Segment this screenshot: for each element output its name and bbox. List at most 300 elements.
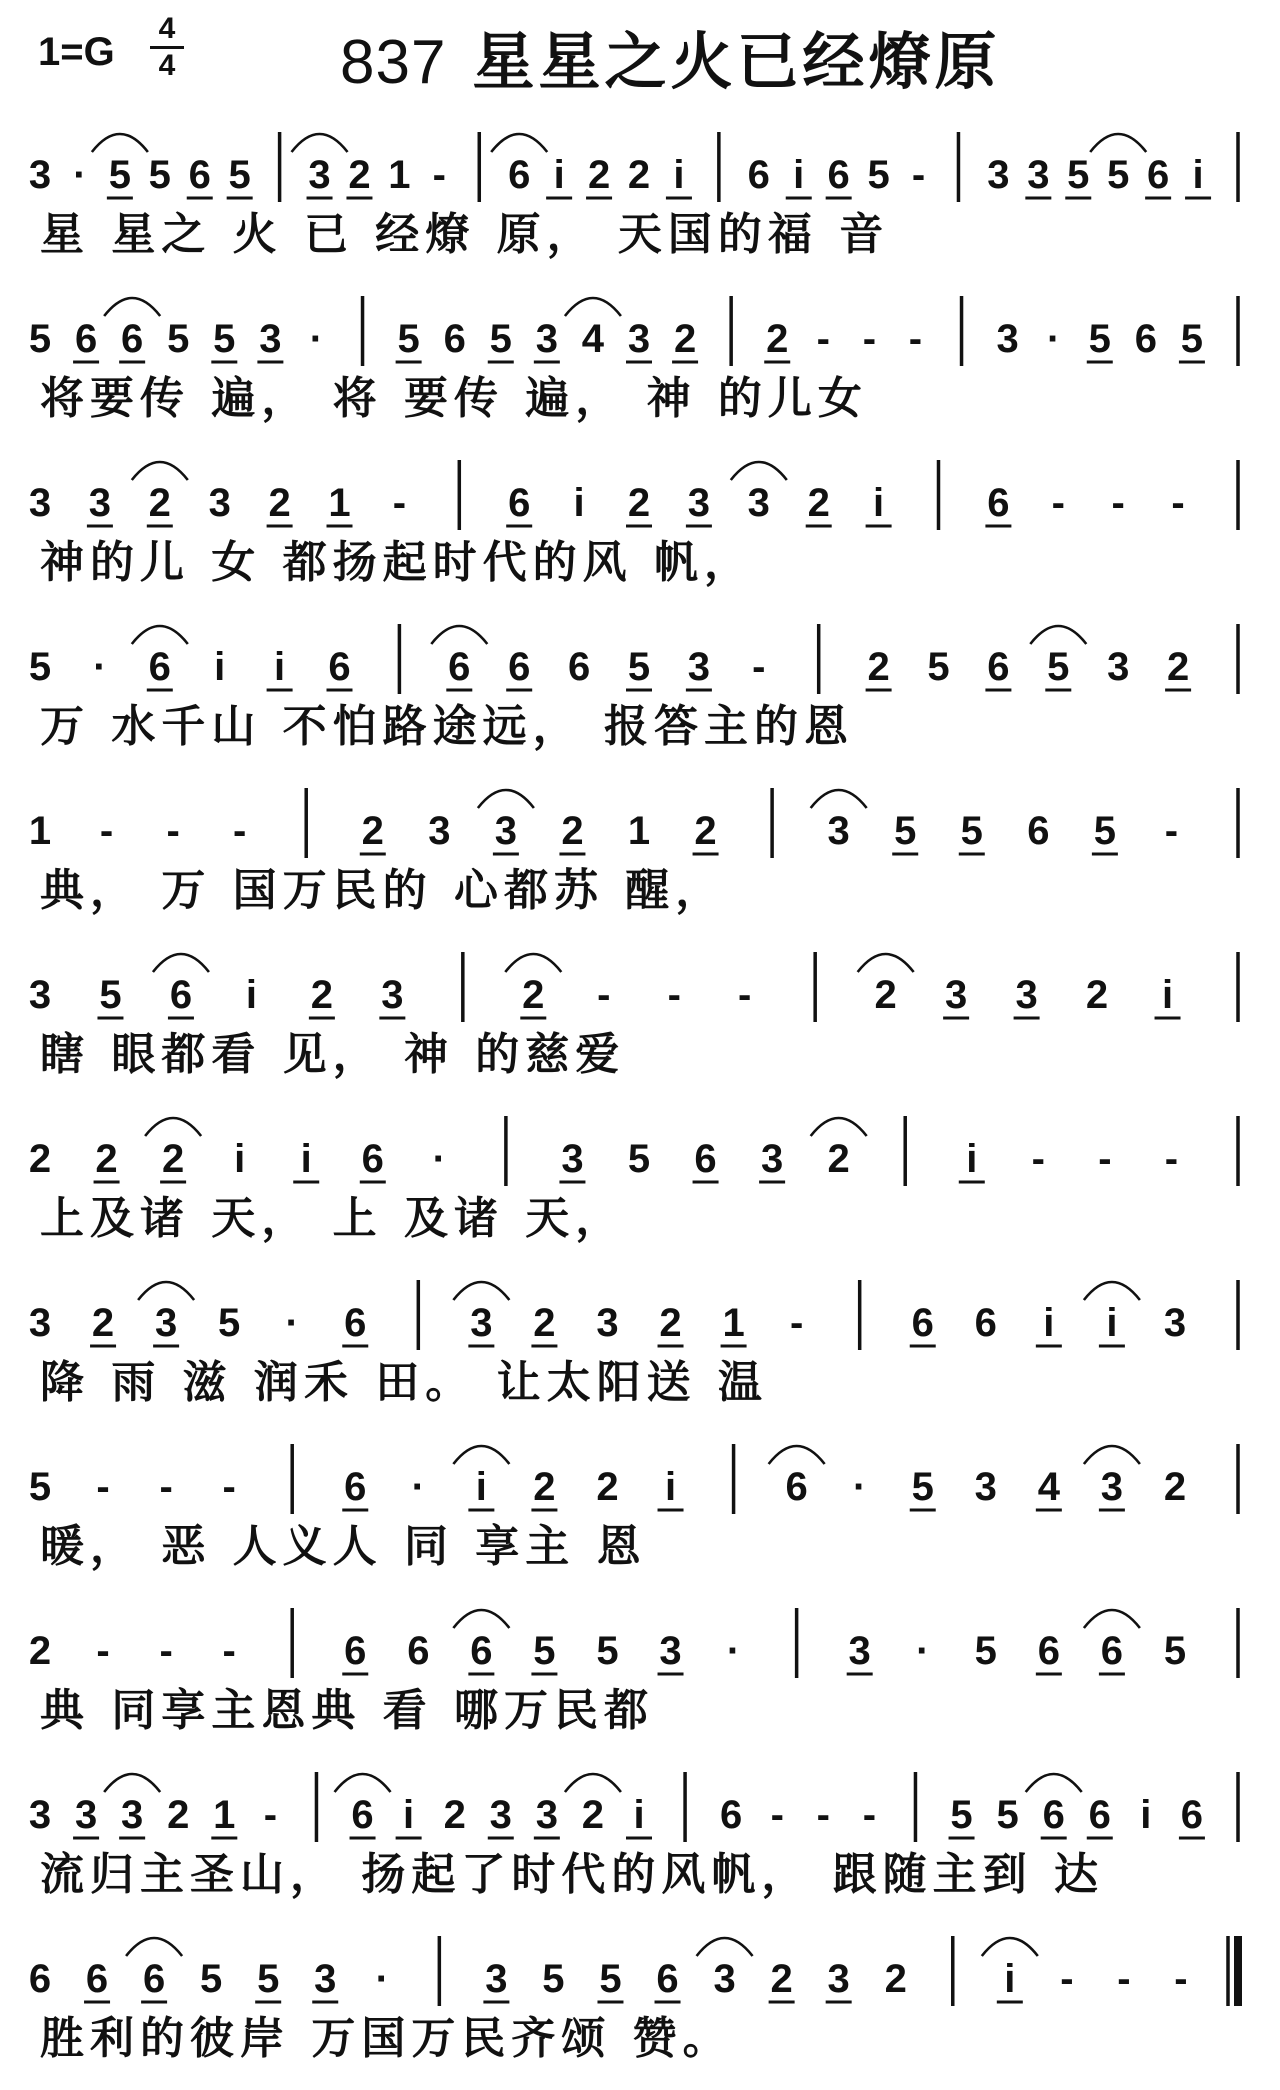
lyrics-line: 万 水千山 不怕路途远， 报答主的恩 (40, 701, 854, 752)
lyrics-line: 暖， 恶 人义人 同 享主 恩 (40, 1521, 647, 1572)
note: 6 (508, 645, 531, 689)
note: 3 (596, 1301, 619, 1345)
note: 6 (169, 973, 193, 1017)
note: 3 (760, 1137, 784, 1181)
note: 3 (494, 809, 518, 853)
note: 3 (687, 481, 711, 525)
note: 2 (673, 317, 697, 361)
note: 6 (448, 645, 471, 689)
note: 6 (328, 645, 351, 689)
notation-line (0, 614, 1280, 778)
notation-line (0, 286, 1280, 450)
note: - (1031, 1137, 1045, 1181)
slur (453, 1282, 509, 1300)
note: 5 (974, 1629, 997, 1673)
slur (697, 1938, 753, 1956)
note: - (752, 645, 766, 689)
note: 2 (348, 153, 371, 197)
note: 6 (148, 645, 171, 689)
note: i (633, 1793, 645, 1837)
slur (811, 1118, 867, 1136)
note: 3 (996, 317, 1019, 361)
note: - (1098, 1137, 1112, 1181)
note: - (1051, 481, 1065, 525)
score-system (0, 450, 1280, 614)
note: 5 (397, 317, 420, 361)
note: 5 (950, 1793, 973, 1837)
note: · (375, 1957, 389, 2001)
lyrics-line: 上及诸 天， 上 及诸 天， (40, 1193, 626, 1244)
meter-top: 4 (158, 12, 176, 45)
note: 3 (1027, 153, 1050, 197)
note: 2 (310, 973, 334, 1017)
slur (104, 1774, 160, 1792)
notation-line (0, 1926, 1280, 2090)
note: 2 (827, 1137, 850, 1181)
lyrics-line: 瞎 眼都看 见， 神 的慈爱 (40, 1029, 626, 1080)
note: i (1004, 1957, 1016, 2001)
note: - (816, 317, 830, 361)
slur (1030, 626, 1086, 644)
slur (453, 1610, 509, 1628)
note: 2 (1166, 645, 1190, 689)
note: 6 (28, 1957, 52, 2001)
note: - (862, 1793, 877, 1837)
note: 5 (596, 1629, 619, 1673)
note: 3 (1100, 1465, 1124, 1509)
note: 3 (987, 153, 1010, 197)
slur (92, 134, 148, 152)
note: 3 (74, 1793, 98, 1837)
slur (104, 298, 160, 316)
note: 6 (785, 1465, 808, 1509)
note: - (597, 973, 611, 1017)
key-signature: 1=G (38, 30, 115, 74)
note: 6 (987, 481, 1010, 525)
note: - (1111, 481, 1125, 525)
slur (491, 134, 547, 152)
note: - (1171, 481, 1185, 525)
note: 3 (1107, 645, 1130, 689)
note: 3 (121, 1793, 144, 1837)
slur (1090, 134, 1146, 152)
slur (132, 462, 188, 480)
note: 3 (485, 1957, 508, 2001)
note: · (309, 317, 324, 361)
note: 3 (535, 1793, 558, 1837)
note: 6 (142, 1957, 166, 2001)
notation-line (0, 450, 1280, 614)
notation-line (0, 1434, 1280, 1598)
lyrics-line: 降 雨 滋 润禾 田。 让太阳送 温 (40, 1357, 768, 1408)
note: 6 (1147, 153, 1170, 197)
note: 2 (148, 481, 171, 525)
note: - (1060, 1957, 1074, 2001)
note: - (222, 1465, 236, 1509)
note: · (432, 1137, 446, 1181)
song-title (340, 12, 1000, 101)
note: 6 (344, 1629, 367, 1673)
note: 2 (561, 809, 584, 853)
lyrics-line: 流归主圣山， 扬起了时代的风帆， 跟随主到 达 (40, 1849, 1104, 1900)
slur (431, 626, 487, 644)
note: 2 (587, 153, 611, 197)
note: 2 (91, 1301, 115, 1345)
note: 3 (88, 481, 112, 525)
note: 5 (108, 153, 131, 197)
note: 6 (567, 645, 591, 689)
score-system (0, 1270, 1280, 1434)
lyrics-line: 将要传 遍， 将 要传 遍， 神 的儿女 (40, 373, 868, 424)
note: 5 (28, 317, 52, 361)
note: · (93, 645, 107, 689)
note: 3 (428, 809, 451, 853)
note: 5 (1093, 809, 1117, 853)
note: - (159, 1465, 173, 1509)
note: 5 (213, 317, 236, 361)
note: · (916, 1629, 930, 1673)
note: - (1117, 1957, 1131, 2001)
note: 6 (1027, 809, 1050, 853)
score-system (0, 778, 1280, 942)
note: 5 (627, 645, 651, 689)
slur (982, 1938, 1038, 1956)
note: 2 (867, 645, 890, 689)
note: 6 (656, 1957, 679, 2001)
lyrics-line: 典， 万 国万民的 心都苏 醒， (40, 865, 726, 916)
note: - (432, 153, 446, 197)
slur (811, 790, 867, 808)
note: 2 (694, 809, 717, 853)
note: 5 (960, 809, 983, 853)
note: 3 (28, 481, 52, 525)
slur (1084, 1282, 1140, 1300)
note: 4 (1037, 1465, 1060, 1509)
note: 2 (28, 1629, 52, 1673)
note: - (159, 1629, 173, 1673)
note: 5 (542, 1957, 565, 2001)
note: i (873, 481, 885, 525)
slur (1084, 1610, 1140, 1628)
note: i (793, 153, 805, 197)
note: 2 (161, 1137, 185, 1181)
note: 3 (944, 973, 968, 1017)
note: 5 (218, 1301, 241, 1345)
note: 6 (470, 1629, 493, 1673)
slur (731, 462, 787, 480)
note: 3 (848, 1629, 871, 1673)
note: - (99, 809, 114, 853)
note: - (911, 153, 926, 197)
note: 5 (228, 153, 251, 197)
note: 3 (1015, 973, 1038, 1017)
slur (292, 134, 348, 152)
note: 2 (884, 1957, 907, 2001)
note: i (1106, 1301, 1118, 1345)
notation-line (0, 778, 1280, 942)
slur (145, 1118, 201, 1136)
note: 6 (344, 1301, 367, 1345)
note: - (1164, 1137, 1179, 1181)
note: 2 (627, 153, 651, 197)
note: 3 (28, 973, 52, 1017)
note: 1 (388, 153, 411, 197)
note: · (1047, 317, 1061, 361)
note: 2 (874, 973, 897, 1017)
note: 5 (148, 153, 171, 197)
slur (478, 790, 534, 808)
note: - (667, 973, 681, 1017)
note: i (1043, 1301, 1055, 1345)
note: 2 (28, 1137, 52, 1181)
note: 6 (747, 153, 770, 197)
note: 6 (974, 1301, 997, 1345)
score-system (0, 286, 1280, 450)
notation-line (0, 1762, 1280, 1926)
score-system (0, 1762, 1280, 1926)
note: 6 (694, 1137, 717, 1181)
score-system (0, 122, 1280, 286)
note: 2 (659, 1301, 682, 1345)
note: 5 (1180, 317, 1204, 361)
note: 3 (659, 1629, 682, 1673)
hymn-number: 837 (340, 28, 447, 97)
note: 5 (28, 1465, 52, 1509)
score-system (0, 614, 1280, 778)
slur (1084, 1446, 1140, 1464)
song-header (0, 0, 1280, 110)
note: 3 (535, 317, 558, 361)
score-system (0, 1598, 1280, 1762)
note: 1 (213, 1793, 236, 1837)
slur (769, 1446, 825, 1464)
note: 5 (911, 1465, 934, 1509)
note: 4 (581, 317, 605, 361)
note: · (285, 1301, 299, 1345)
slur (335, 1774, 391, 1792)
note: - (96, 1465, 110, 1509)
score-system (0, 942, 1280, 1106)
lyrics-line: 胜利的彼岸 万国万民齐颂 赞。 (40, 2013, 733, 2064)
score-system (0, 1434, 1280, 1598)
slur (505, 954, 561, 972)
note: 6 (351, 1793, 374, 1837)
note: - (789, 1301, 804, 1345)
note: i (300, 1137, 312, 1181)
note: 5 (599, 1957, 622, 2001)
note: - (233, 809, 247, 853)
slur (565, 1774, 621, 1792)
note: 5 (627, 1137, 651, 1181)
note: 2 (443, 1793, 466, 1837)
note: i (234, 1137, 246, 1181)
note: 5 (894, 809, 917, 853)
note: 2 (770, 1957, 793, 2001)
note: 6 (443, 317, 466, 361)
note: - (392, 481, 407, 525)
note: 6 (344, 1465, 367, 1509)
time-signature (150, 14, 184, 81)
note: 3 (747, 481, 770, 525)
note: 5 (996, 1793, 1019, 1837)
note: 3 (28, 153, 52, 197)
note: i (1161, 973, 1174, 1017)
note: 2 (361, 809, 384, 853)
note: - (908, 317, 923, 361)
note: 6 (188, 153, 211, 197)
note: 3 (381, 973, 404, 1017)
note: i (214, 645, 226, 689)
note: 3 (28, 1793, 52, 1837)
note: 1 (722, 1301, 745, 1345)
note: 3 (827, 1957, 850, 2001)
note: 3 (627, 317, 651, 361)
note: 6 (987, 645, 1010, 689)
note: i (475, 1465, 487, 1509)
note: 3 (208, 481, 231, 525)
note: 3 (154, 1301, 178, 1345)
note: 6 (1037, 1629, 1060, 1673)
note: 2 (807, 481, 830, 525)
note: 6 (85, 1957, 109, 2001)
note: 6 (1088, 1793, 1111, 1837)
note: 6 (407, 1629, 430, 1673)
note: 2 (522, 973, 545, 1017)
note: 5 (257, 1957, 280, 2001)
slur (1026, 1774, 1082, 1792)
note: 5 (167, 317, 190, 361)
slur (858, 954, 914, 972)
title-text: 星星之火已经燎原 (472, 25, 1001, 98)
note: 2 (596, 1465, 619, 1509)
note: 3 (259, 317, 282, 361)
note: - (166, 809, 180, 853)
note: - (96, 1629, 110, 1673)
note: 6 (121, 317, 144, 361)
note: 1 (627, 809, 651, 853)
slur (138, 1282, 194, 1300)
note: i (966, 1137, 978, 1181)
note: 2 (627, 481, 651, 525)
note: 3 (314, 1957, 337, 2001)
note: 6 (508, 153, 531, 197)
lyrics-line: 星 星之 火 已 经燎 原， 天国的福 音 (40, 209, 890, 260)
note: 5 (1107, 153, 1130, 197)
notation-line (0, 1270, 1280, 1434)
note: 5 (200, 1957, 223, 2001)
note: 6 (911, 1301, 934, 1345)
note: 2 (533, 1465, 556, 1509)
note: · (853, 1465, 867, 1509)
note: - (263, 1793, 278, 1837)
note: - (1174, 1957, 1188, 2001)
note: 6 (508, 481, 531, 525)
note: 1 (28, 809, 52, 853)
note: 2 (1163, 1465, 1187, 1509)
note: 6 (74, 317, 98, 361)
note: 3 (308, 153, 331, 197)
note: 6 (1134, 317, 1157, 361)
note: i (673, 153, 685, 197)
note: 5 (867, 153, 890, 197)
note: 5 (99, 973, 122, 1017)
notation-line (0, 122, 1280, 286)
note: 6 (1100, 1629, 1124, 1673)
note: · (411, 1465, 425, 1509)
note: i (403, 1793, 415, 1837)
note: 2 (533, 1301, 556, 1345)
note: i (573, 481, 585, 525)
note: 5 (1163, 1629, 1187, 1673)
note: i (664, 1465, 677, 1509)
meter-bottom: 4 (158, 49, 176, 82)
notation-line (0, 1106, 1280, 1270)
note: - (862, 317, 877, 361)
note: - (770, 1793, 784, 1837)
slur (453, 1446, 509, 1464)
note: 3 (28, 1301, 52, 1345)
note: 2 (95, 1137, 118, 1181)
slur (126, 1938, 182, 1956)
note: 2 (581, 1793, 605, 1837)
score-system (0, 1926, 1280, 2090)
note: 2 (268, 481, 291, 525)
notation-line (0, 942, 1280, 1106)
note: 5 (533, 1629, 556, 1673)
note: - (738, 973, 752, 1017)
slur (565, 298, 621, 316)
note: 3 (470, 1301, 493, 1345)
note: - (816, 1793, 830, 1837)
note: 3 (1163, 1301, 1187, 1345)
lyrics-line: 典 同享主恩典 看 哪万民都 (40, 1685, 654, 1736)
note: 3 (489, 1793, 512, 1837)
notation-line (0, 1598, 1280, 1762)
note: - (1164, 809, 1179, 853)
note: · (73, 153, 87, 197)
note: i (1192, 153, 1204, 197)
note: - (222, 1629, 236, 1673)
slur (153, 954, 209, 972)
slur (132, 626, 188, 644)
note: 1 (328, 481, 351, 525)
note: i (553, 153, 565, 197)
note: 2 (1085, 973, 1109, 1017)
note: 6 (361, 1137, 384, 1181)
lyrics-line: 神的儿 女 都扬起时代的风 帆， (40, 537, 754, 588)
score-system (0, 1106, 1280, 1270)
note: 6 (1042, 1793, 1065, 1837)
note: 5 (1088, 317, 1111, 361)
note: 6 (720, 1793, 743, 1837)
note: · (726, 1629, 741, 1673)
note: 5 (927, 645, 950, 689)
note: 5 (28, 645, 52, 689)
note: i (245, 973, 257, 1017)
note: 2 (167, 1793, 190, 1837)
note: i (1140, 1793, 1152, 1837)
note: 2 (766, 317, 789, 361)
note: 3 (827, 809, 850, 853)
note: 3 (687, 645, 711, 689)
note: 6 (827, 153, 850, 197)
note: i (274, 645, 286, 689)
note: 6 (1180, 1793, 1204, 1837)
note: 3 (561, 1137, 584, 1181)
note: 5 (489, 317, 512, 361)
note: 5 (1067, 153, 1090, 197)
note: 3 (713, 1957, 736, 2001)
